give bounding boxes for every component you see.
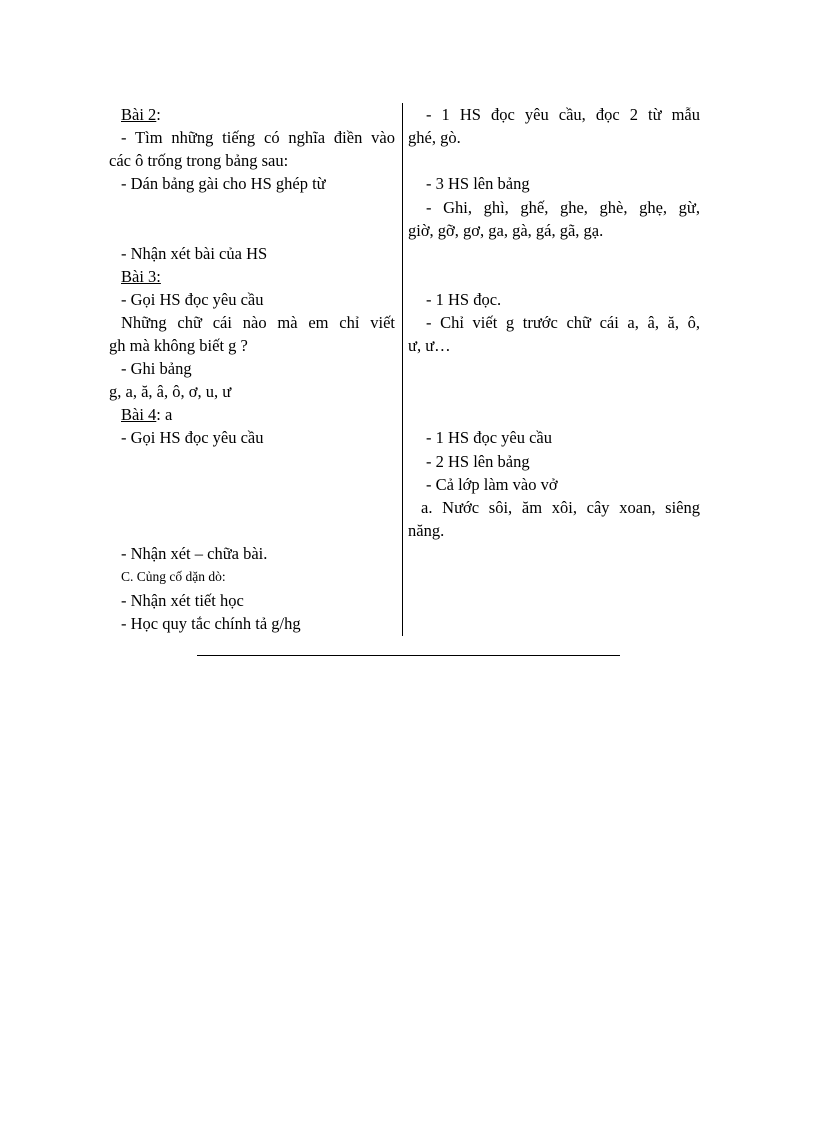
- bai3-answer-line1: - Chỉ viết g trước chữ cái a, â, ă, ô,: [426, 313, 700, 332]
- bai2-student-read-line1: - 1 HS đọc yêu cầu, đọc 2 từ mẫu: [426, 105, 700, 124]
- bai2-students-board: - 3 HS lên bảng: [426, 174, 530, 193]
- bai2-instruction-line1: - Tìm những tiếng có nghĩa điền vào: [121, 128, 395, 147]
- bai2-instruction-line2: các ô trống trong bảng sau:: [109, 151, 289, 170]
- bai2-answers-line2: giờ, gỡ, gơ, ga, gà, gá, gã, gạ.: [408, 221, 604, 240]
- bai3-question-line2: gh mà không biết g ?: [109, 336, 248, 355]
- bai4-heading: Bài 4: [121, 405, 157, 424]
- bai3-call-student: - Gọi HS đọc yêu cầu: [121, 290, 264, 309]
- bai4-suffix: : a: [156, 405, 173, 424]
- bai4-answer-line1: a. Nước sôi, ăm xôi, cây xoan, siêng: [421, 498, 700, 517]
- section-c-heading: C. Củng cố dặn dò:: [121, 569, 226, 584]
- bai3-student-read: - 1 HS đọc.: [426, 290, 502, 309]
- bai4-call-student: - Gọi HS đọc yêu cầu: [121, 428, 264, 447]
- bai3-heading: Bài 3:: [121, 267, 161, 286]
- bai2-student-read-line2: ghé, gò.: [408, 128, 461, 147]
- bai2-heading: Bài 2: [121, 105, 157, 124]
- bai2-review: - Nhận xét bài của HS: [121, 244, 268, 263]
- homework-rule: - Học quy tắc chính tả g/hg: [121, 614, 301, 633]
- bai2-answers-line1: - Ghi, ghì, ghế, ghe, ghè, ghẹ, gừ,: [426, 198, 700, 217]
- bai4-review: - Nhận xét – chữa bài.: [121, 544, 268, 563]
- bai2-colon: :: [156, 105, 161, 124]
- bai4-class-work: - Cả lớp làm vào vở: [426, 475, 558, 494]
- review-lesson: - Nhận xét tiết học: [121, 591, 244, 610]
- bai4-heading-line: [121, 404, 172, 426]
- end-separator-line: [197, 655, 620, 656]
- bai3-letters: g, a, ă, â, ô, ơ, u, ư: [109, 382, 232, 401]
- bai2-board-step: - Dán bảng gài cho HS ghép từ: [121, 174, 326, 193]
- bai3-question-line1: Những chữ cái nào mà em chỉ viết: [121, 313, 395, 332]
- bai4-student-read: - 1 HS đọc yêu cầu: [426, 428, 553, 447]
- bai2-heading-line: [121, 104, 161, 126]
- bai4-answer-line2: năng.: [408, 521, 445, 540]
- bai4-students-board: - 2 HS lên bảng: [426, 452, 530, 471]
- bai3-write-board: - Ghi bảng: [121, 359, 192, 378]
- bai3-answer-line2: ư, ư…: [408, 336, 451, 355]
- column-divider: [402, 103, 403, 636]
